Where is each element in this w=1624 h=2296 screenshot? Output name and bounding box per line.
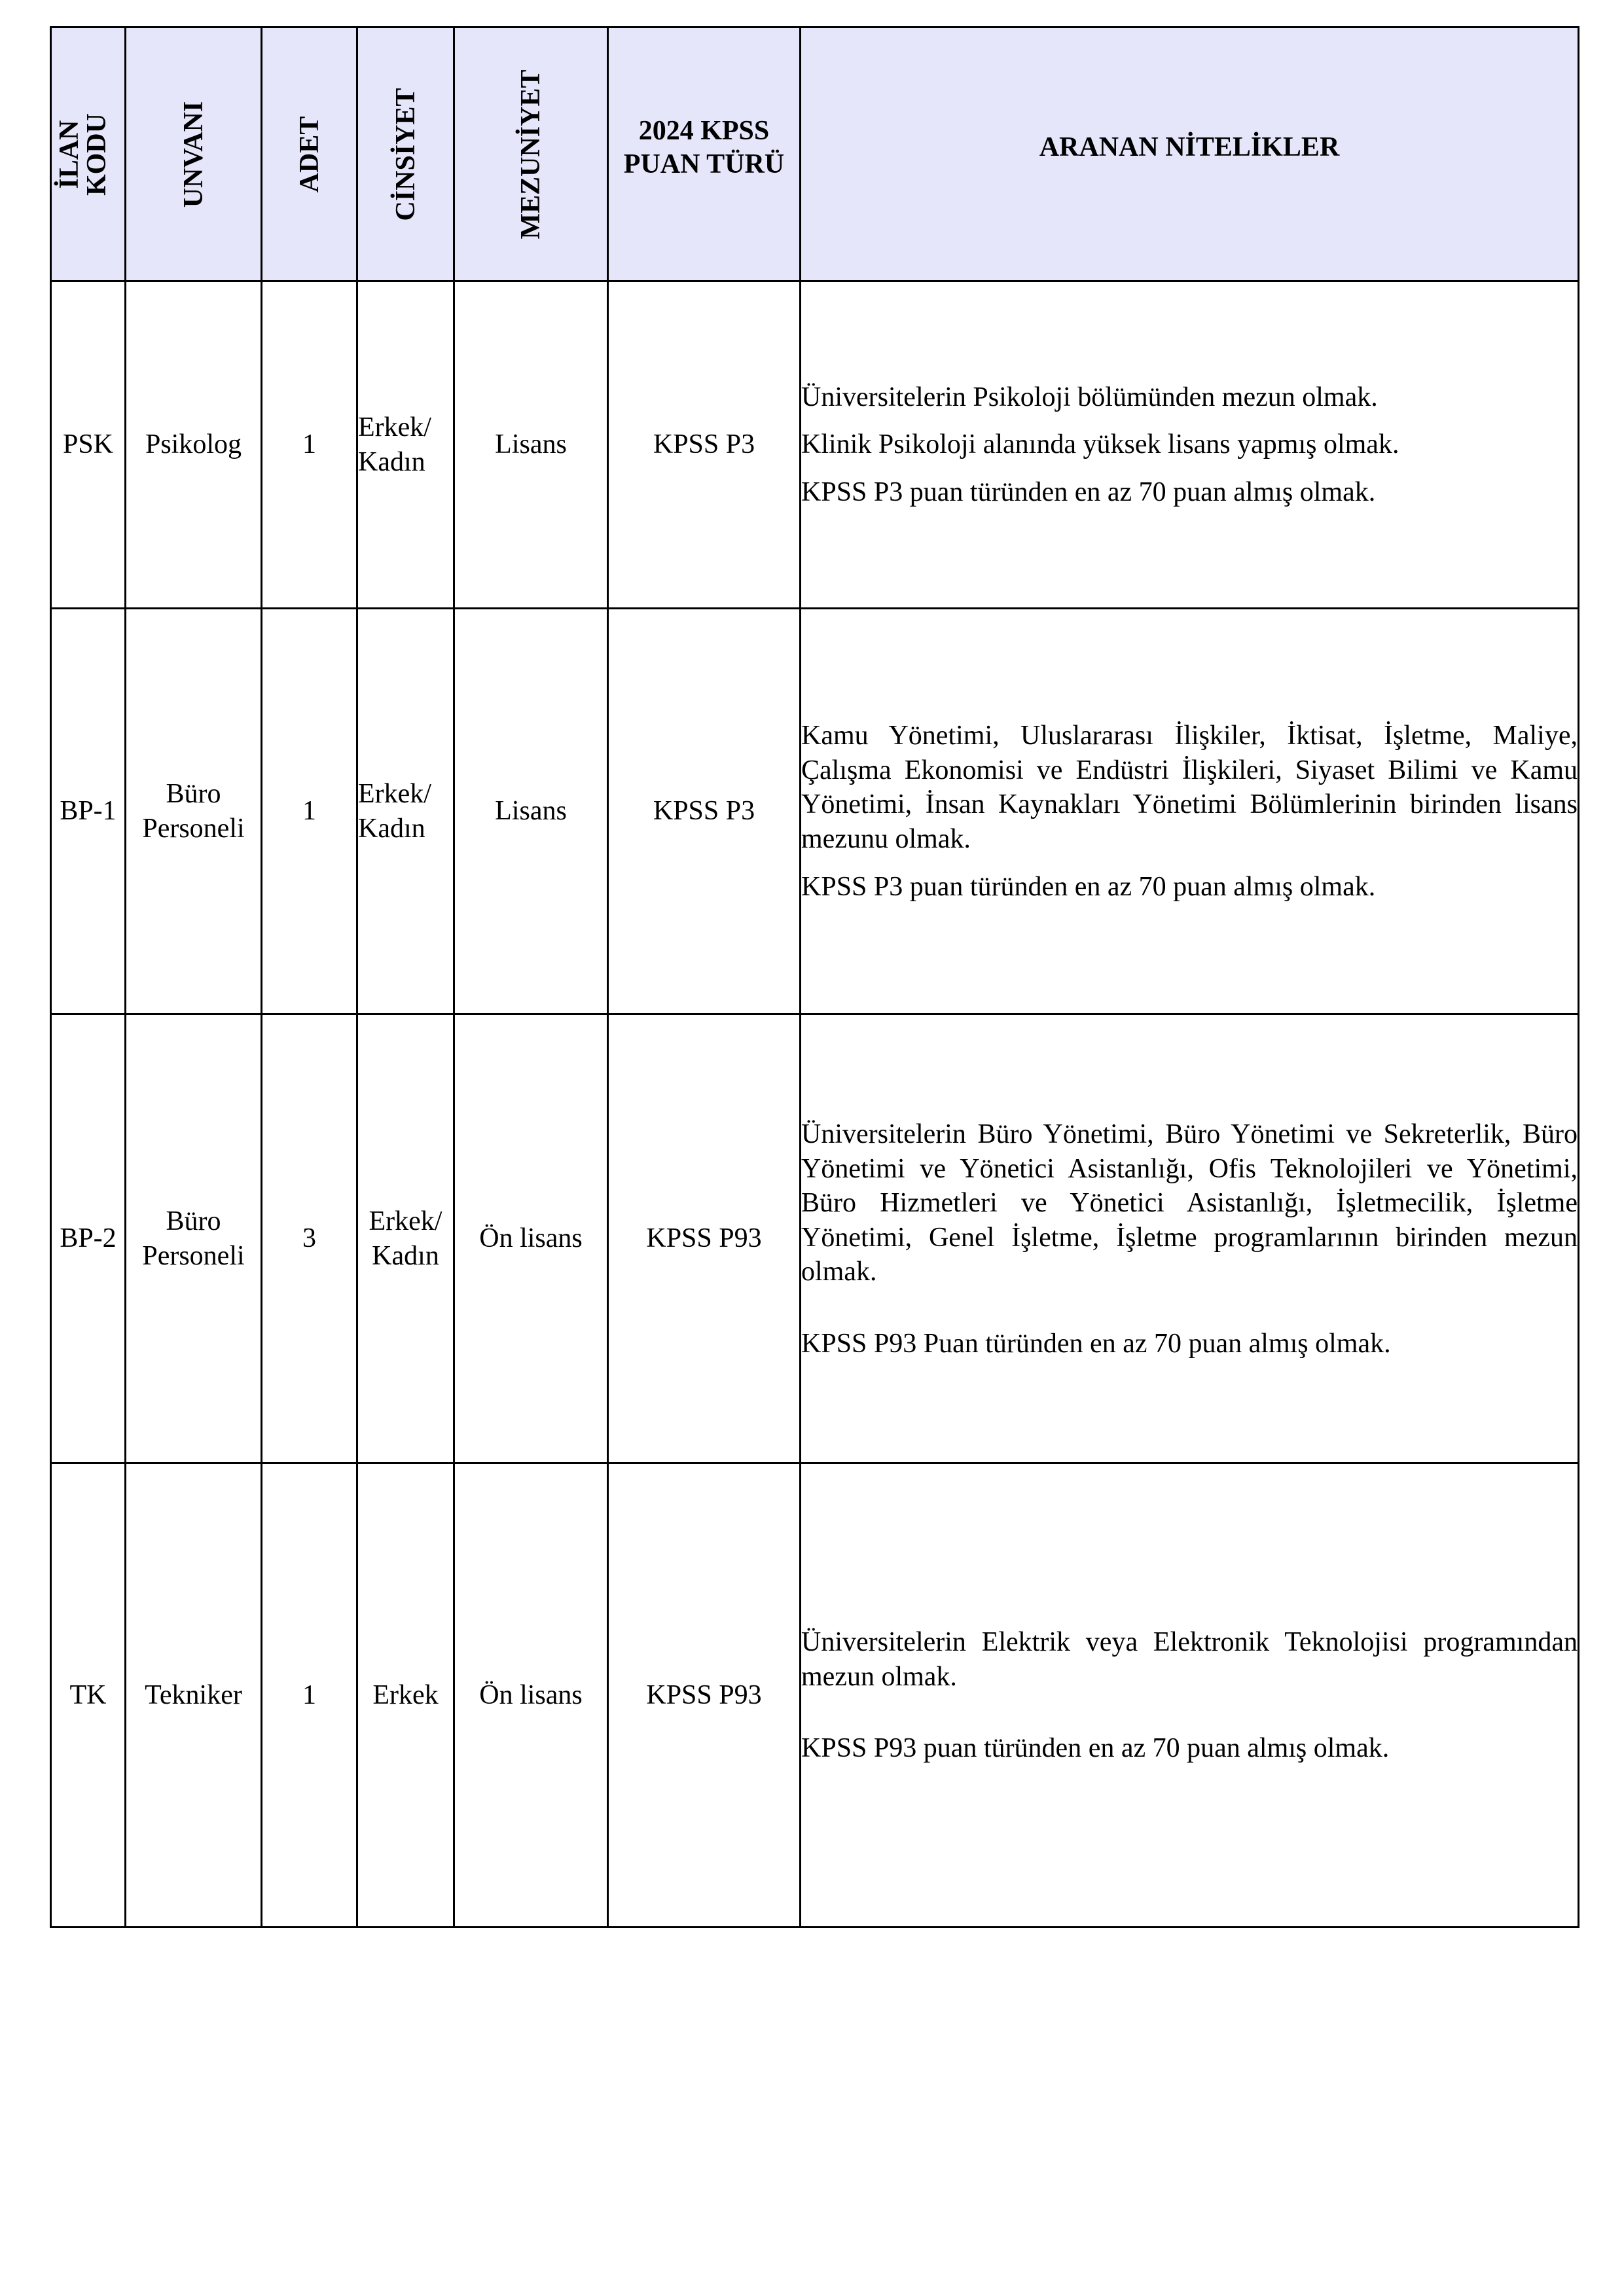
header-aranan-nitelikler-label: ARANAN NİTELİKLER: [1039, 132, 1340, 163]
header-ilan-kodu-line1: İLAN: [54, 119, 84, 189]
header-mezuniyet-label: MEZUNİYET: [516, 69, 546, 240]
header-unvani: [126, 27, 262, 281]
cell-kpss-puan-turu: KPSS P3: [608, 609, 801, 1014]
requirement-text: KPSS P93 puan türünden en az 70 puan almış olmak.: [801, 1733, 1390, 1764]
requirement-text: KPSS P3 puan türünden en az 70 puan almış olmak.: [801, 476, 1376, 507]
table-row: [51, 609, 1579, 1014]
header-row: [51, 27, 1579, 281]
requirement-text: Klinik Psikoloji alanında yüksek lisans yapmış olmak.: [801, 429, 1399, 460]
cell-adet: 1: [262, 281, 357, 609]
cell-mezuniyet: Lisans: [454, 281, 608, 609]
cell-cinsiyet: Erkek: [357, 1463, 454, 1928]
cell-unvani: Psikolog: [126, 281, 262, 609]
cell-adet: 3: [262, 1014, 357, 1463]
cell-cinsiyet: Erkek/ Kadın: [357, 1014, 454, 1463]
header-ilan-kodu: [51, 27, 126, 281]
header-unvani-label: UNVANI: [178, 101, 209, 207]
cell-nitelikler: [801, 281, 1579, 609]
header-cinsiyet-label: CİNSİYET: [390, 87, 421, 221]
cell-mezuniyet: Ön lisans: [454, 1463, 608, 1928]
cell-ilan-kodu: PSK: [51, 281, 126, 609]
table-row: [51, 1014, 1579, 1463]
job-listing-table: [50, 26, 1579, 1928]
table-row: [51, 281, 1579, 609]
cell-kpss-puan-turu: KPSS P3: [608, 281, 801, 609]
cell-kpss-puan-turu: KPSS P93: [608, 1463, 801, 1928]
cell-adet: 1: [262, 1463, 357, 1928]
cell-unvani: Tekniker: [126, 1463, 262, 1928]
requirement-text: KPSS P3 puan türünden en az 70 puan almış olmak.: [801, 872, 1376, 903]
requirement-text: Üniversitelerin Elektrik veya Elektronik Teknolojisi programından mezun olmak.: [801, 1627, 1578, 1692]
table-row: [51, 1463, 1579, 1928]
requirement-text: KPSS P93 Puan türünden en az 70 puan almış olmak.: [801, 1328, 1391, 1359]
cell-ilan-kodu: BP-1: [51, 609, 126, 1014]
cell-mezuniyet: Ön lisans: [454, 1014, 608, 1463]
header-kpss-line1: 2024 KPSS: [638, 116, 770, 147]
header-ilan-kodu-line2: KODU: [81, 113, 112, 196]
header-cinsiyet: [357, 27, 454, 281]
cell-ilan-kodu: BP-2: [51, 1014, 126, 1463]
header-kpss-puan-turu: [608, 27, 801, 281]
requirement-text: Kamu Yönetimi, Uluslararası İlişkiler, İktisat, İşletme, Maliye, Çalışma Ekonomisi ve Endüstri İlişkileri, Siyaset Bilimi ve Kamu Yönetimi, İnsan Kaynakları Yönetimi Bölümlerinin birinden lisans mezunu olmak.: [801, 721, 1578, 854]
cell-nitelikler: [801, 609, 1579, 1014]
cell-cinsiyet: Erkek/ Kadın: [357, 609, 454, 1014]
header-kpss-line2: PUAN TÜRÜ: [623, 149, 785, 179]
cell-unvani: Büro Personeli: [126, 609, 262, 1014]
header-aranan-nitelikler: [801, 27, 1579, 281]
cell-mezuniyet: Lisans: [454, 609, 608, 1014]
cell-nitelikler: [801, 1014, 1579, 1463]
cell-adet: 1: [262, 609, 357, 1014]
cell-nitelikler: [801, 1463, 1579, 1928]
cell-ilan-kodu: TK: [51, 1463, 126, 1928]
header-adet: [262, 27, 357, 281]
cell-cinsiyet: Erkek/ Kadın: [357, 281, 454, 609]
header-mezuniyet: [454, 27, 608, 281]
requirement-text: Üniversitelerin Psikoloji bölümünden mezun olmak.: [801, 382, 1378, 412]
header-adet-label: ADET: [294, 116, 325, 192]
cell-unvani: Büro Personeli: [126, 1014, 262, 1463]
cell-kpss-puan-turu: KPSS P93: [608, 1014, 801, 1463]
requirement-text: Üniversitelerin Büro Yönetimi, Büro Yönetimi ve Sekreterlik, Büro Yönetimi ve Yönetici Asistanlığı, Ofis Teknolojileri ve Yönetimi, Büro Hizmetleri ve Yönetici Asistanlığı, İşletmecilik, İşletme Yönetimi, Genel İşletme, İşletme programlarının birinden mezun olmak.: [801, 1119, 1578, 1287]
